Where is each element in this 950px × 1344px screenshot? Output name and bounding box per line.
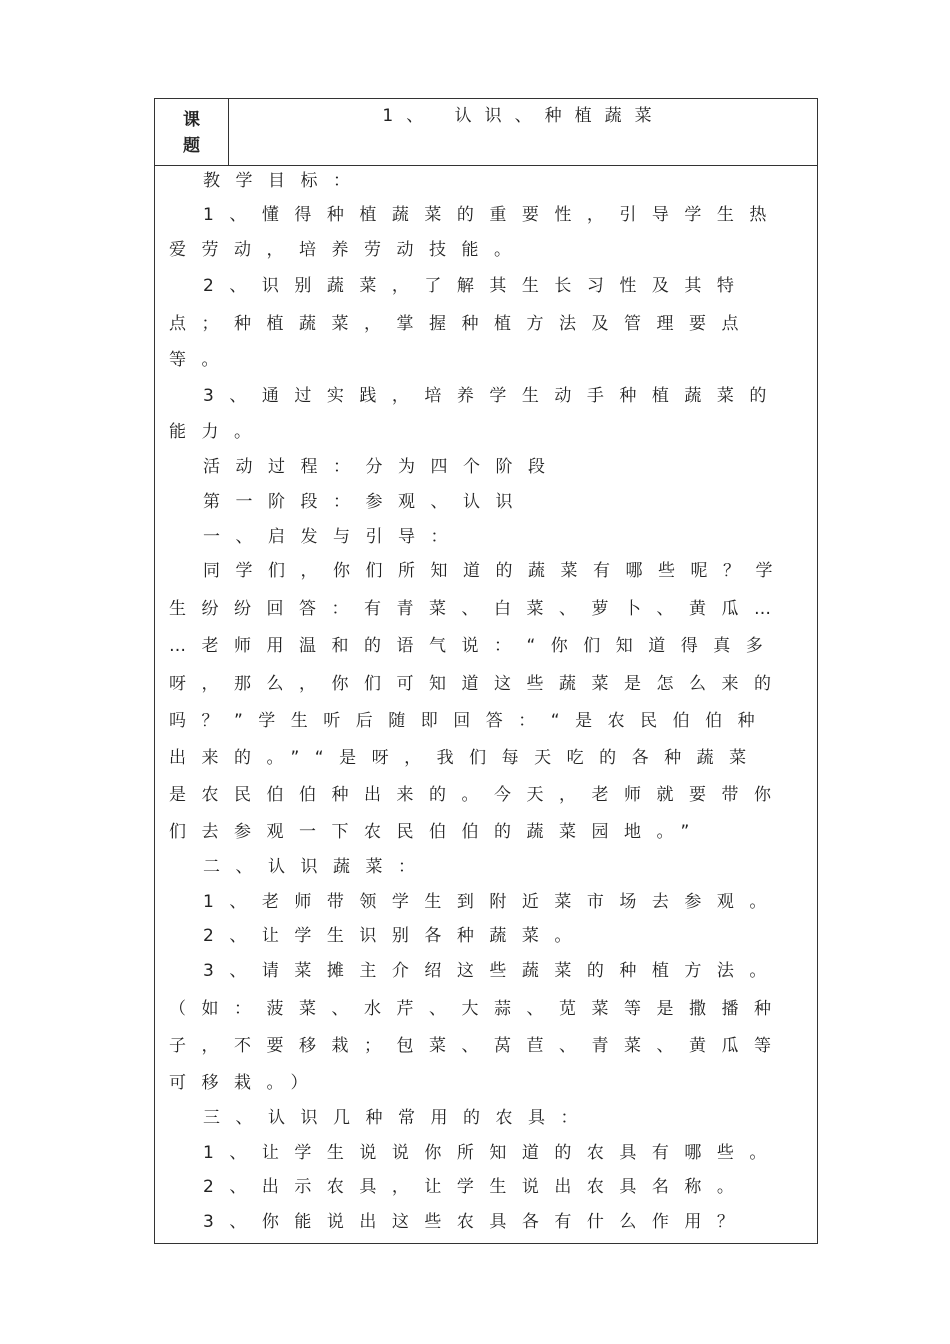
text-line: 2、出示农具，让学生说出农具名称。 [203,1177,750,1197]
lesson-title: 1、 认识、种植蔬菜 [382,106,665,126]
text-line: 是农民伯伯种出来的。今天，老师就要带你 [169,785,787,805]
text-line: 呀，那么，你们可知道这些蔬菜是怎么来的 [169,674,787,694]
text-line: 1、老师带领学生到附近菜市场去参观。 [203,892,782,912]
text-line: 出来的。”“是呀，我们每天吃的各种蔬菜 [169,748,762,768]
text-line: 同学们，你们所知道的蔬菜有哪些呢？学 [203,561,788,581]
topic-label-line2: 题 [183,136,200,156]
text-line: 一、启发与引导： [203,527,463,547]
text-line: 3、通过实践，培养学生动手种植蔬菜的 [203,386,782,406]
text-line: 爱劳动，培养劳动技能。 [169,240,527,260]
text-line: …老师用温和的语气说：“你们知道得真多 [169,636,779,656]
text-line: 可移栽。） [169,1073,323,1093]
text-line: 等。 [169,350,234,370]
text-line: 1、懂得种植蔬菜的重要性，引导学生热 [203,205,782,225]
text-line: 1、让学生说说你所知道的农具有哪些。 [203,1143,782,1163]
text-line: 们去参观一下农民伯伯的蔬菜园地。” [169,822,705,842]
text-line: （如：菠菜、水芹、大蒜、苋菜等是撒播种 [169,999,787,1019]
text-line: 子，不要移栽；包菜、莴苣、青菜、黄瓜等 [169,1036,787,1056]
text-line: 生纷纷回答：有青菜、白菜、萝卜、黄瓜… [169,599,787,619]
text-line: 活动过程：分为四个阶段 [203,457,561,477]
text-line: 教学目标： [203,171,366,191]
text-line: 2、识别蔬菜，了解其生长习性及其特 [203,276,750,296]
text-line: 3、你能说出这些农具各有什么作用？ [203,1212,750,1232]
text-line: 第一阶段：参观、认识 [203,492,528,512]
text-line: 三、认识几种常用的农具： [203,1108,593,1128]
text-line: 3、请菜摊主介绍这些蔬菜的种植方法。 [203,961,782,981]
lesson-header-row [155,99,817,166]
text-line: 吗？”学生听后随即回答：“是农民伯伯种 [169,711,771,731]
text-line: 二、认识蔬菜： [203,857,431,877]
topic-label-line1: 课 [183,110,200,130]
text-line: 点；种植蔬菜，掌握种植方法及管理要点 [169,314,754,334]
text-line: 能力。 [169,422,267,442]
topic-label [155,99,229,165]
text-line: 2、让学生识别各种蔬菜。 [203,926,587,946]
lesson-table [154,98,818,1244]
